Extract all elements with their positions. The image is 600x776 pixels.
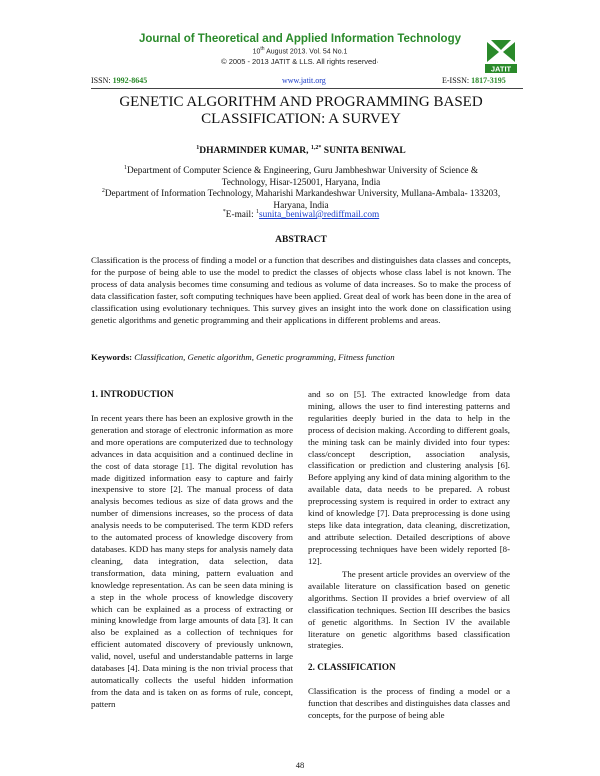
- author2: SUNITA BENIWAL: [321, 146, 406, 157]
- abstract-text: Classification is the process of finding a model or a function that describes and distinguishes data classes and concepts, for the purpose of being able to use the model to predict the classes of objects whose class label is not known. The process of data analysis becomes time consuming and tedious as volume of data increases. So to make the process of data classification faster, soft computing techniques have been applied. Great deal of work has been done in the area of classification using evolutionary techniques. This survey gives an insight into the work done on classification using genetic algorithms and genetic programming and their applications in different problems and areas.: [91, 255, 511, 325]
- jatit-logo: [481, 38, 521, 74]
- section1-paragraph-2: and so on [5]. The extracted knowledge from data mining, allows the user to find interesting patterns and regularities deeply buried in the data to help in the process of decision making. According to different goals, the mining task can be mainly divided into four types: class/concept description, association analysis, classification or prediction and clustering analysis [6]. Before applying any kind of data mining algorithm to the available data, data needs to be prepared. A robust preprocessing system is required in order to extract any kind of knowledge [7]. Data preprocessing is done using steps like data integration, data cleaning, discretization, and attribute selection. Detailed descriptions of above preprocessing techniques have been widely reported [8-12].: [308, 389, 510, 566]
- author2-sup: 1,2*: [310, 145, 322, 151]
- email-label: E-mail:: [225, 210, 257, 221]
- section1-paragraph-1: In recent years there has been an explosive growth in the generation and storage of electronic information as more and more operations are computerized due to technology advances in data acquisition and a continued decline in the cost of data storage [1]. The digital revolution has made digitized information easy to capture and fairly inexpensive to store [2]. The manual process of data analysis becomes tedious as size of data grows and the number of dimensions increases, so the process of data analysis needs to be computerised. The term KDD refers to the automated process of knowledge discovery from databases. KDD has many steps for analysis namely data cleaning, data integration, data selection, data transformation, data mining, pattern evaluation and knowledge representation. As can be seen data mining is a step in the whole process of knowledge discovery which can be explained as a process of extracting or mining knowledge from large amounts of data [3]. It can also be explained as a collection of techniques for efficient automated discovery of previously unknown, valid, novel, useful and understandable patterns in large databases [4]. Data mining is the non trivial process that automatically collects the useful hidden information from the data and is taken on as forms of rule, concept, pattern: [91, 413, 293, 709]
- email-addr-sup: 1: [256, 209, 260, 215]
- eissn: [442, 76, 506, 85]
- authors: [91, 145, 511, 156]
- issue-rest: August 2013. Vol. 54 No.1: [264, 48, 348, 56]
- paper-title: [91, 94, 511, 128]
- keywords-label: Keywords:: [91, 352, 133, 362]
- keywords: [91, 352, 511, 362]
- affil1-line2: Technology, Hisar-125001, Haryana, India: [221, 177, 381, 188]
- title-line-1: GENETIC ALGORITHM AND PROGRAMMING BASED: [119, 94, 483, 110]
- issn-label: ISSN:: [91, 76, 111, 85]
- section2-heading: 2. CLASSIFICATION: [308, 662, 396, 672]
- issue-day: 10: [252, 48, 261, 56]
- copyright: © 2005 - 2013 JATIT & LLS. All rights reserved·: [221, 57, 379, 66]
- section1-paragraph-3: The present article provides an overview of the available literature on classification based on genetic algorithms. Section II provides a brief overview of all classification techniques. Section III describes the basics of genetic algorithms. In Section IV the available literature on genetic algorithms based classification strategies.: [308, 569, 510, 651]
- affil1-line1: Department of Computer Science & Engineering, Guru Jambheshwar University of Science &: [126, 166, 479, 177]
- section2-paragraph-1: Classification is the process of finding a model or a function that describes and distinguishes data classes and concepts, for the purpose of being able: [308, 686, 510, 720]
- jatit-logo-icon: [481, 38, 521, 74]
- journal-title: Journal of Theoretical and Applied Information Technology: [138, 33, 462, 45]
- issue-day-suffix: th: [260, 46, 265, 52]
- affil1-sup: 1: [123, 165, 127, 171]
- page-number: 48: [295, 760, 305, 770]
- issn-value: 1992-8645: [112, 76, 148, 85]
- eissn-label: E-ISSN:: [442, 76, 470, 85]
- email-sup: *: [222, 209, 226, 215]
- issn: [91, 76, 147, 85]
- header-divider: [91, 88, 523, 89]
- author1: DHARMINDER KUMAR,: [199, 146, 309, 157]
- eissn-value: 1817-3195: [471, 76, 506, 85]
- email-link[interactable]: sunita_beniwal@rediffmail.com: [259, 210, 380, 221]
- keywords-list: Classification, Genetic algorithm, Genetic programming, Fitness function: [132, 352, 395, 362]
- author1-sup: 1: [196, 145, 200, 151]
- website-link[interactable]: www.jatit.org: [282, 76, 326, 85]
- section1-heading: 1. INTRODUCTION: [91, 389, 174, 399]
- affil2-sup: 2: [101, 188, 105, 194]
- title-line-2: CLASSIFICATION: A SURVEY: [201, 111, 401, 127]
- email-line: [91, 209, 511, 220]
- affil2-line2: Haryana, India: [273, 200, 329, 211]
- affil2-line1: Department of Information Technology, Maharishi Markandeshwar University, Mullana-Ambala- 133203,: [104, 189, 501, 200]
- logo-text: JATIT: [490, 64, 512, 74]
- abstract-heading: ABSTRACT: [275, 235, 327, 245]
